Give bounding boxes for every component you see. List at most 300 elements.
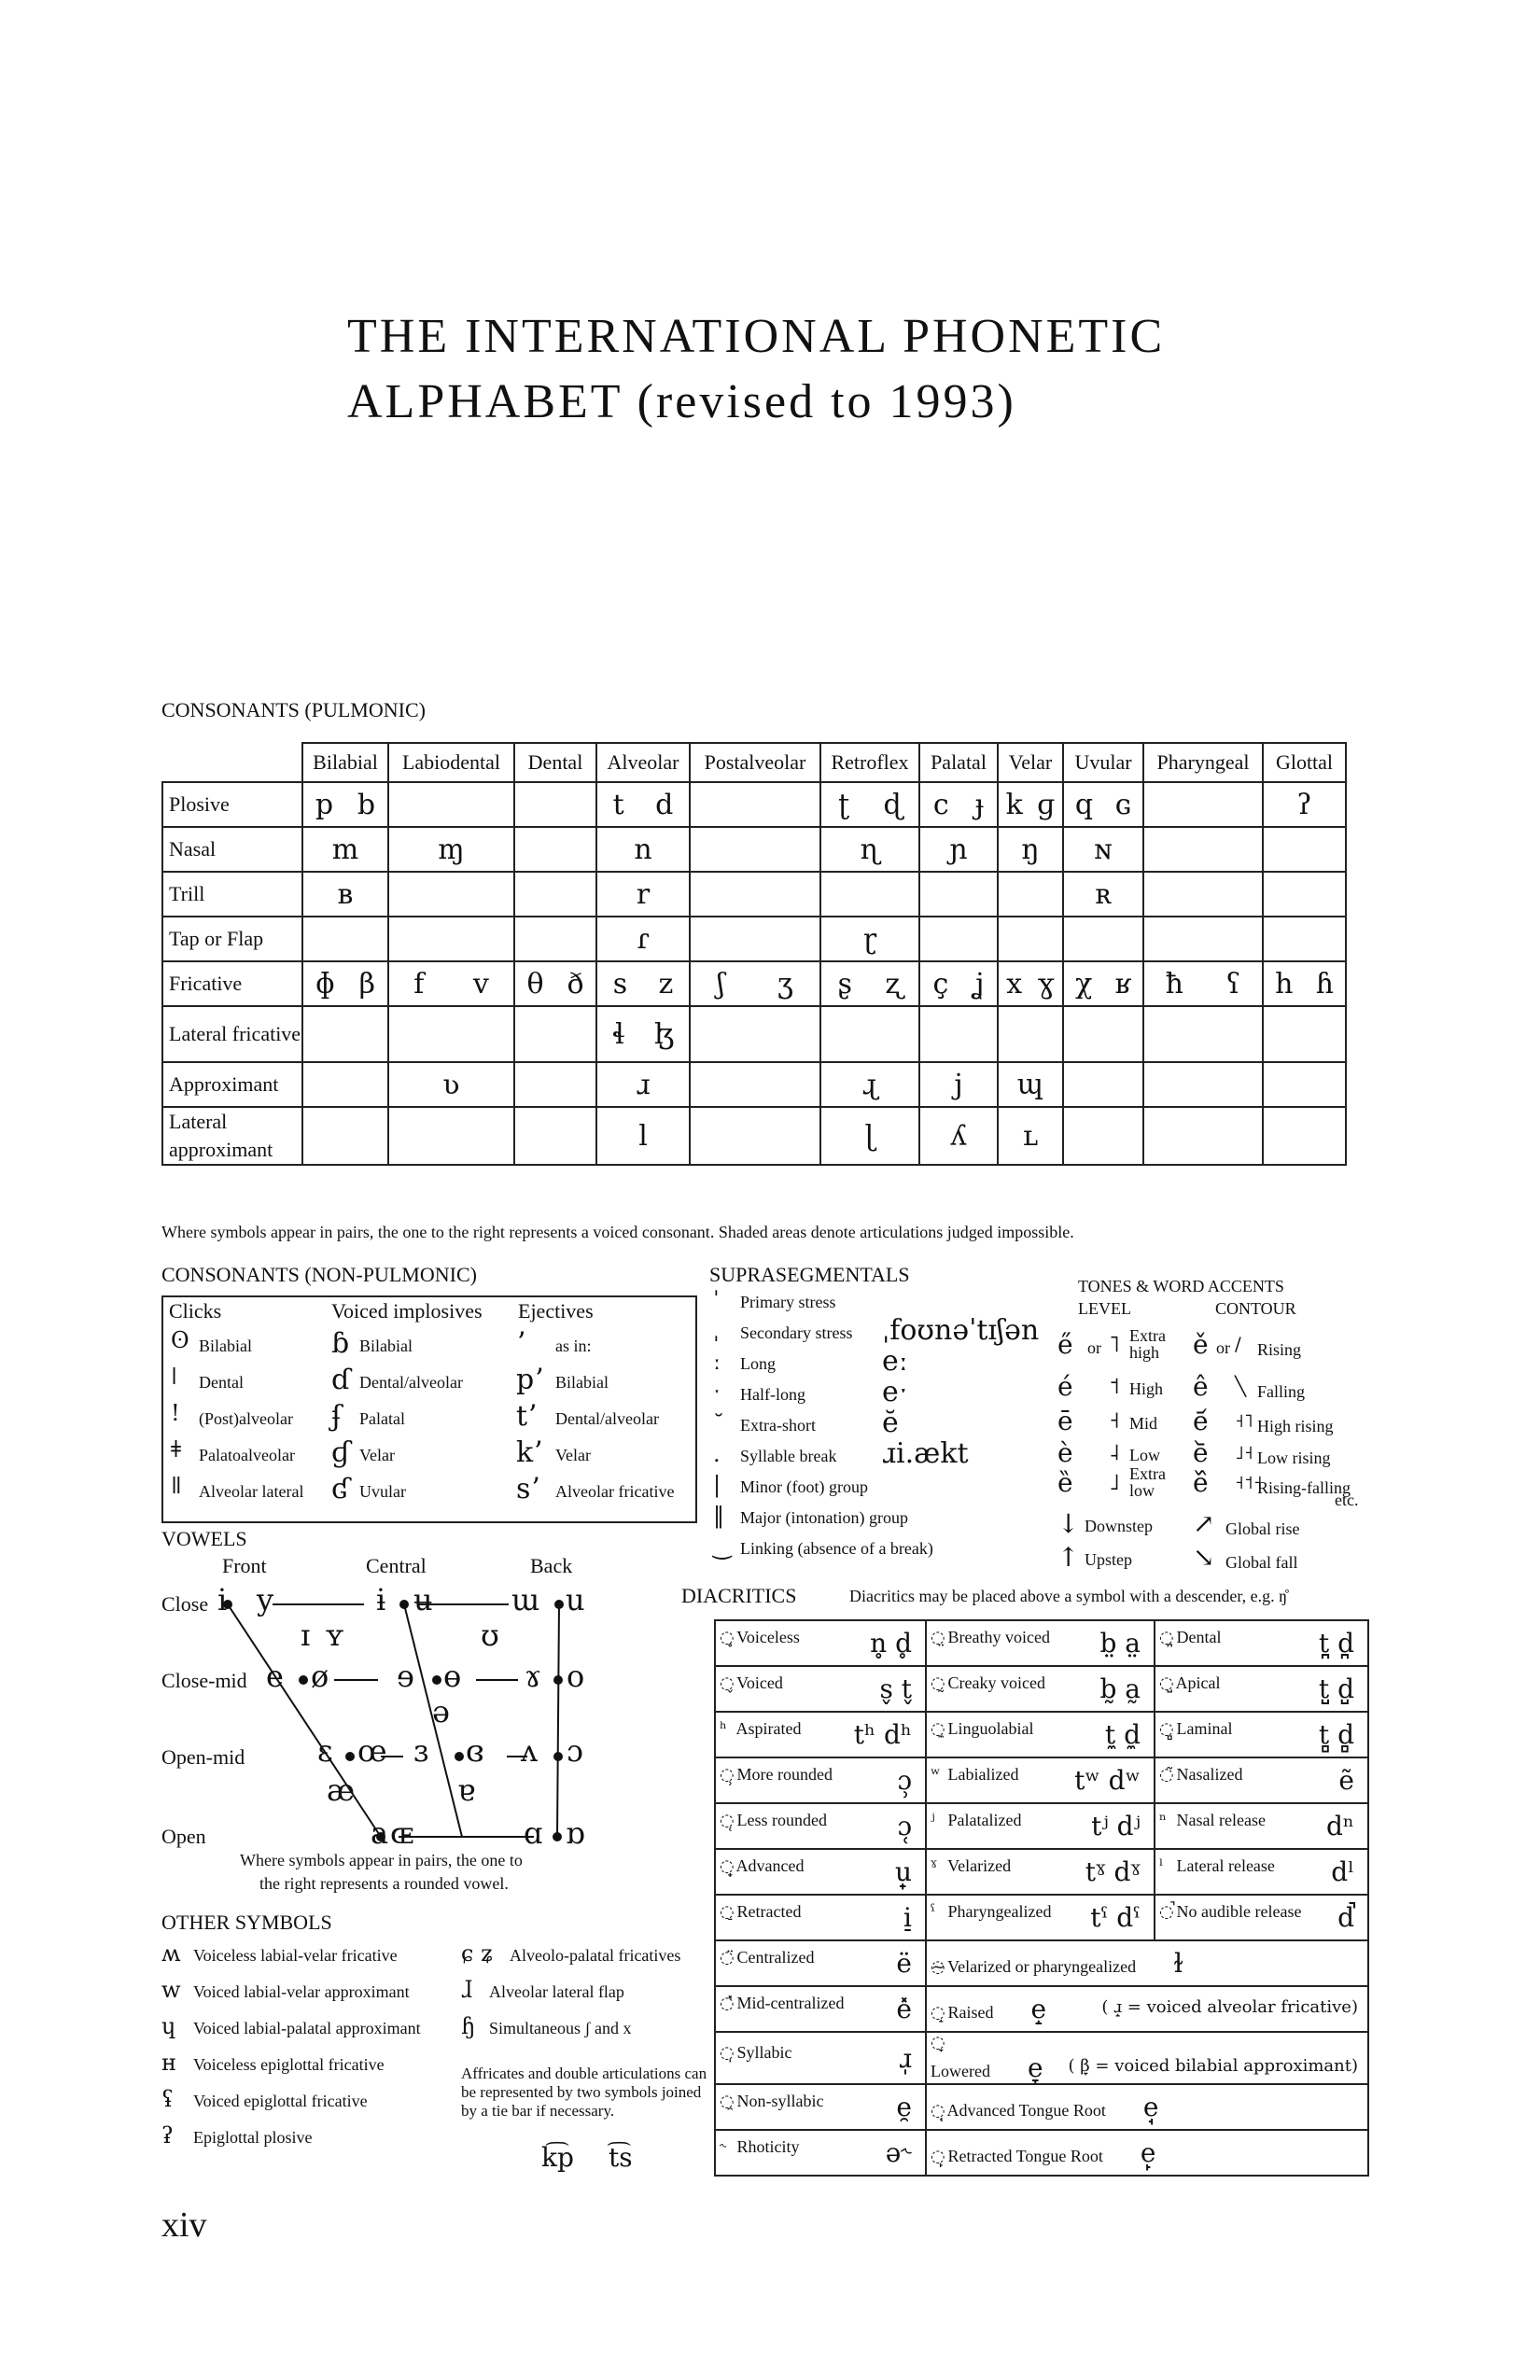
consonant-symbol: ɱ xyxy=(438,833,465,866)
supra-label: Extra-short xyxy=(740,1416,816,1435)
diacritic-cell xyxy=(926,1849,1155,1895)
diacritic-example: s̬ t̬ xyxy=(879,1673,912,1704)
consonant-symbol: ɭ xyxy=(864,1119,875,1153)
diacritic-label: Syllabic xyxy=(733,2042,792,2062)
diacritic-mark: ◌̽ xyxy=(720,1994,735,2013)
tone-letter: ˧˦˧ xyxy=(1235,1471,1263,1493)
vowel-symbol: ɶ xyxy=(390,1815,414,1851)
nonpulmonic-label: (Post)alveolar xyxy=(199,1409,293,1428)
vowel-symbol: ɒ xyxy=(566,1815,585,1851)
other-label: Alveolo-palatal fricatives xyxy=(510,1946,681,1965)
other-label: Voiced epiglottal fricative xyxy=(193,2092,368,2110)
diacritic-example: tʲ dʲ xyxy=(1091,1811,1141,1841)
diacritic-cell xyxy=(1155,1849,1368,1895)
diacritic-label: Palatalized xyxy=(944,1811,1022,1829)
tone-level-label: High xyxy=(1129,1379,1163,1398)
tone-letter: ˧˥ xyxy=(1235,1409,1253,1432)
diacritic-label: Laminal xyxy=(1172,1719,1233,1738)
diacritic-mark: ◌̙ xyxy=(931,2147,945,2166)
diacritic-mark: ◌̹ xyxy=(720,1765,735,1785)
diacritic-example: e̞ xyxy=(1027,2052,1043,2083)
diacritic-mark: ◌̜ xyxy=(720,1811,735,1830)
consonant-symbol: ʀ xyxy=(1095,877,1112,911)
supra-example: eˑ xyxy=(882,1376,908,1408)
consonant-symbol: ɰ xyxy=(1016,1068,1044,1101)
other-symbol: ʜ xyxy=(161,2050,176,2076)
consonant-symbol: χ xyxy=(1075,967,1093,1001)
consonant-symbol: ɖ xyxy=(883,788,902,821)
diacritic-cell xyxy=(926,1620,1155,1666)
diacritic-cell xyxy=(715,2130,926,2176)
consonant-symbol: d xyxy=(655,788,674,821)
supra-symbol: ˌ xyxy=(713,1318,720,1344)
nonpulmonic-label: Dental/alveolar xyxy=(359,1373,463,1392)
tone-level-symbol: ↓ xyxy=(1057,1508,1080,1539)
diacritic-example: ë xyxy=(896,1948,912,1979)
consonant-symbol: ɽ xyxy=(862,922,877,956)
vowel-symbol: o xyxy=(567,1659,585,1694)
diacritic-cell xyxy=(1155,1666,1368,1712)
tone-contour-symbol: e᷅ xyxy=(1193,1437,1209,1468)
vowel-symbol: ø xyxy=(311,1659,329,1694)
consonant-symbol: ʙ xyxy=(337,877,354,911)
vowel-symbol: œ xyxy=(357,1733,387,1769)
tie-example-ts: t͡s xyxy=(609,2142,633,2173)
col-header-dental: Dental xyxy=(514,743,596,782)
supra-label: Major (intonation) group xyxy=(740,1508,908,1527)
diacritic-label: Raised xyxy=(944,2003,994,2022)
diacritic-label: Pharyngealized xyxy=(944,1902,1052,1921)
ejectives-heading: Ejectives xyxy=(518,1299,594,1323)
diacritic-cell xyxy=(926,2084,1368,2130)
diacritic-cell xyxy=(715,1895,926,1940)
diacritic-example: e̙ xyxy=(1140,2137,1156,2168)
diacritic-mark: ◌̴ xyxy=(931,1957,945,1977)
diacritic-cell xyxy=(926,2032,1368,2084)
vowel-symbol: ɘ xyxy=(397,1659,414,1694)
diacritic-label: More rounded xyxy=(733,1765,833,1784)
diacritic-cell xyxy=(1155,1757,1368,1803)
other-label: Voiceless labial-velar fricative xyxy=(193,1946,398,1965)
vowel-symbol: ɜ xyxy=(413,1733,429,1769)
nonpulmonic-label: Uvular xyxy=(359,1482,406,1501)
diacritic-cell xyxy=(715,1712,926,1757)
diacritics-hint: Diacritics may be placed above a symbol with a descender, e.g. ŋ̊ xyxy=(849,1587,1288,1605)
diacritic-example: tʰ dʰ xyxy=(853,1719,912,1750)
consonant-symbol: z xyxy=(658,967,674,1001)
nonpulmonic-label: Bilabial xyxy=(555,1373,609,1392)
consonant-symbol: ɟ xyxy=(974,788,985,821)
nonpulmonic-heading: CONSONANTS (NON-PULMONIC) xyxy=(161,1263,477,1286)
supra-symbol: ˑ xyxy=(713,1379,721,1406)
tone-contour-symbol: ↘ xyxy=(1193,1542,1215,1573)
vowel-symbol: i xyxy=(217,1582,228,1617)
tone-level-label: Downstep xyxy=(1085,1517,1153,1535)
diacritic-label: Velarized or pharyngealized xyxy=(944,1957,1137,1976)
vowel-symbol: e xyxy=(266,1659,284,1694)
diacritic-mark: ʷ xyxy=(931,1765,941,1785)
tone-letter: ˧ xyxy=(1109,1407,1120,1434)
diacritic-mark: ◌̻ xyxy=(1159,1719,1174,1739)
nonpulmonic-symbol: sʼ xyxy=(516,1473,539,1505)
tone-level-symbol: è xyxy=(1057,1437,1073,1468)
consonant-symbol: t xyxy=(612,788,624,821)
consonant-symbol: ɳ xyxy=(860,833,880,866)
diacritic-mark: ◌̺ xyxy=(1159,1673,1174,1693)
diacritic-mark: ◌̥ xyxy=(720,1628,735,1647)
supra-symbol: . xyxy=(713,1441,721,1467)
nonpulmonic-label: as in: xyxy=(555,1337,592,1355)
tone-letter: ˦ xyxy=(1109,1373,1120,1399)
diacritic-example: b̤ a̤ xyxy=(1099,1628,1141,1659)
consonant-symbol: ʎ xyxy=(950,1119,967,1153)
nonpulmonic-label: Dental/alveolar xyxy=(555,1409,659,1428)
clicks-heading: Clicks xyxy=(169,1299,222,1323)
vowels-open-label: Open xyxy=(161,1825,206,1848)
vowel-symbol: ʉ xyxy=(413,1582,433,1617)
diacritic-label: Less rounded xyxy=(733,1811,827,1829)
nonpulmonic-label: Palatoalveolar xyxy=(199,1446,295,1464)
diacritic-mark: ◌̬ xyxy=(720,1673,735,1693)
tone-level-symbol: e̋ xyxy=(1057,1329,1073,1360)
col-header-pharyngeal: Pharyngeal xyxy=(1143,743,1263,782)
diacritic-cell xyxy=(715,1757,926,1803)
other-symbols-heading: OTHER SYMBOLS xyxy=(161,1911,332,1934)
consonant-symbol: ʕ xyxy=(1225,967,1241,1001)
consonant-symbol: n xyxy=(634,833,652,866)
nonpulmonic-label: Dental xyxy=(199,1373,244,1392)
row-label: Plosive xyxy=(162,782,302,827)
row-label: Nasal xyxy=(162,827,302,872)
vowel-symbol: ʏ xyxy=(325,1617,344,1653)
diacritic-label: Nasalized xyxy=(1172,1765,1243,1784)
diacritic-example: ɹ̩ xyxy=(898,2042,912,2074)
diacritic-mark: ◌̃ xyxy=(1159,1765,1174,1785)
row-label: Lateral approximant xyxy=(162,1107,302,1165)
vowel-symbol: y xyxy=(257,1582,274,1617)
consonant-symbol: ð xyxy=(567,967,584,1001)
diacritic-label: Rhoticity xyxy=(733,2137,800,2156)
page-title: THE INTERNATIONAL PHONETIC ALPHABET (revised to 1993) xyxy=(347,310,1166,428)
vowel-symbol: ə xyxy=(432,1694,450,1729)
nonpulmonic-symbol: ǀ xyxy=(171,1364,178,1390)
nonpulmonic-label: Alveolar fricative xyxy=(555,1482,675,1501)
vowel-symbol: a xyxy=(371,1815,389,1851)
diacritic-cell xyxy=(926,1895,1155,1940)
diacritic-note: ( β̞ = voiced bilabial approximant) xyxy=(1068,2056,1358,2076)
nonpulmonic-label: Velar xyxy=(359,1446,395,1464)
diacritic-mark: ⁿ xyxy=(1159,1811,1167,1830)
other-label: Alveolar lateral flap xyxy=(489,1982,624,2001)
other-symbol: ʡ xyxy=(161,2122,174,2149)
vowels-note-line2: the right represents a rounded vowel. xyxy=(259,1874,509,1893)
tones-heading: TONES & WORD ACCENTS xyxy=(1078,1277,1284,1295)
diacritic-label: Advanced xyxy=(733,1856,805,1875)
other-label: Voiced labial-palatal approximant xyxy=(193,2019,421,2037)
nonpulmonic-label: Palatal xyxy=(359,1409,405,1428)
diacritic-label: Voiceless xyxy=(733,1628,800,1646)
diacritic-example: ə˞ xyxy=(885,2137,912,2168)
tone-contour-label: Global rise xyxy=(1225,1519,1300,1538)
supra-label: Minor (foot) group xyxy=(740,1477,868,1496)
diacritic-label: Labialized xyxy=(944,1765,1019,1784)
diacritic-mark: ˞ xyxy=(720,2137,727,2157)
tone-letter: ˩˧ xyxy=(1235,1441,1253,1463)
tone-letter: ˨ xyxy=(1109,1439,1120,1465)
diacritic-cell xyxy=(715,1803,926,1849)
tone-level-symbol: ȅ xyxy=(1057,1467,1073,1498)
consonant-symbol: ɲ xyxy=(949,833,968,866)
nonpulmonic-symbol: ʄ xyxy=(331,1400,343,1433)
vowels-openmid-label: Open-mid xyxy=(161,1745,245,1769)
other-symbol: ɕ ʑ xyxy=(461,1940,494,1967)
diacritic-label: Aspirated xyxy=(733,1719,802,1738)
diacritics-table xyxy=(714,1619,1369,2177)
vowel-symbol: ɯ xyxy=(511,1582,540,1617)
vowel-symbol: ɔ xyxy=(567,1733,583,1769)
other-label: Voiced labial-velar approximant xyxy=(193,1982,410,2001)
diacritic-example: ẽ xyxy=(1338,1765,1354,1796)
diacritic-example: d̚ xyxy=(1337,1902,1354,1933)
supra-example: ĕ xyxy=(882,1407,899,1439)
nonpulmonic-symbol: ʘ xyxy=(171,1327,189,1353)
diacritic-label: Mid-centralized xyxy=(733,1994,845,2012)
diacritic-mark: ◌̞ xyxy=(931,2033,945,2052)
diacritic-mark: ◌̈ xyxy=(720,1948,735,1967)
diacritic-example: b̰ a̰ xyxy=(1099,1673,1141,1704)
diacritic-example: t̼ d̼ xyxy=(1104,1719,1141,1750)
diacritic-cell xyxy=(1155,1712,1368,1757)
consonant-symbol: ʋ xyxy=(442,1068,460,1101)
consonant-symbol: m xyxy=(331,833,359,866)
consonant-symbol: ç xyxy=(932,967,949,1001)
affricate-note: Affricates and double articulations can be represented by two symbols joined by a tie bar if necessary. xyxy=(461,2065,707,2120)
diacritic-example: ɔ̹ xyxy=(897,1765,912,1796)
vowel-symbol: æ xyxy=(327,1772,356,1808)
consonant-symbol: ʒ xyxy=(777,967,793,1001)
supra-symbol: ː xyxy=(713,1349,721,1375)
diacritic-cell xyxy=(715,1940,926,1986)
diacritic-mark: ◌̯ xyxy=(720,2092,735,2111)
diacritic-mark: ◌̠ xyxy=(720,1902,735,1922)
consonant-symbol: c xyxy=(932,788,949,821)
diacritic-label: Voiced xyxy=(733,1673,783,1692)
consonant-symbol: ʝ xyxy=(973,967,985,1001)
pulmonic-heading: CONSONANTS (PULMONIC) xyxy=(161,698,426,721)
supra-example: ˌfoʊnəˈtɪʃən xyxy=(882,1314,1040,1347)
tone-level-label: Upstep xyxy=(1085,1550,1132,1569)
diacritic-example: tˤ dˤ xyxy=(1090,1902,1141,1933)
consonant-symbol: p xyxy=(315,788,334,821)
other-symbol: ʢ xyxy=(161,2086,174,2112)
diacritic-mark: ◌̪ xyxy=(1159,1628,1174,1647)
col-header-retroflex: Retroflex xyxy=(820,743,919,782)
vowel-symbol: ɞ xyxy=(466,1733,484,1769)
consonant-symbol: ʁ xyxy=(1114,967,1131,1001)
supra-symbol: | xyxy=(713,1472,721,1498)
consonant-symbol: ʔ xyxy=(1296,788,1312,821)
diacritic-note: ( ɹ̝ = voiced alveolar fricative) xyxy=(1101,1997,1358,2017)
nonpulmonic-symbol: tʼ xyxy=(516,1400,537,1433)
other-label: Voiceless epiglottal fricative xyxy=(193,2055,385,2074)
diacritic-mark: ˤ xyxy=(931,1902,936,1922)
consonant-symbol: j xyxy=(954,1068,963,1101)
page-number: xiv xyxy=(161,2205,207,2245)
tone-contour-label: Rising xyxy=(1257,1340,1302,1359)
diacritic-example: e̯ xyxy=(896,2092,912,2122)
tone-level-symbol: ē xyxy=(1057,1406,1073,1436)
tones-level-heading: LEVEL xyxy=(1078,1299,1131,1318)
tone-level-symbol: é xyxy=(1057,1371,1073,1402)
consonant-symbol: r xyxy=(636,877,651,911)
consonant-symbol: ŋ xyxy=(1021,833,1040,866)
nonpulmonic-label: Alveolar lateral xyxy=(199,1482,304,1501)
diacritic-example: dˡ xyxy=(1331,1856,1354,1887)
tone-contour-label: High rising xyxy=(1257,1417,1334,1435)
other-symbol: w xyxy=(161,1977,181,2003)
diacritic-cell xyxy=(926,1803,1155,1849)
row-label: Fricative xyxy=(162,961,302,1006)
col-header-alveolar: Alveolar xyxy=(596,743,690,782)
vowels-back-label: Back xyxy=(530,1554,573,1577)
diacritic-label: Breathy voiced xyxy=(944,1628,1050,1646)
consonant-symbol: q xyxy=(1074,788,1094,821)
diacritic-cell xyxy=(926,2130,1368,2176)
other-label: Simultaneous ʃ and x xyxy=(489,2019,632,2037)
col-header-velar: Velar xyxy=(998,743,1063,782)
diacritic-example: ɫ xyxy=(1173,1948,1183,1979)
nonpulmonic-symbol: ! xyxy=(171,1400,180,1426)
col-header-bilabial: Bilabial xyxy=(302,743,388,782)
nonpulmonic-symbol: ɗ xyxy=(331,1364,351,1396)
supra-example: eː xyxy=(882,1345,908,1378)
consonant-symbol: ʟ xyxy=(1022,1119,1039,1153)
diacritic-example: tʷ dʷ xyxy=(1074,1765,1141,1796)
diacritic-cell xyxy=(1155,1895,1368,1940)
vowels-close-label: Close xyxy=(161,1592,209,1616)
consonant-symbol: β xyxy=(358,967,376,1001)
vowel-symbol: ɨ xyxy=(376,1582,386,1617)
consonant-symbol: ɻ xyxy=(861,1068,878,1101)
vowels-central-label: Central xyxy=(366,1554,427,1577)
diacritic-cell xyxy=(715,1986,926,2032)
diacritic-mark: ◌̤ xyxy=(931,1628,945,1647)
pulmonic-footnote: Where symbols appear in pairs, the one to the right represents a voiced consonant. Shaded areas denote articulations judged impossible. xyxy=(161,1223,1074,1241)
diacritic-mark: ◌̩ xyxy=(720,2042,735,2063)
tone-contour-symbol: ê xyxy=(1193,1371,1209,1402)
nonpulmonic-symbol: ɓ xyxy=(331,1327,350,1360)
diacritic-label: No audible release xyxy=(1172,1902,1302,1921)
tone-contour-symbol: ↗ xyxy=(1193,1508,1215,1539)
consonant-symbol: x xyxy=(1006,967,1023,1001)
consonant-symbol: f xyxy=(413,967,425,1001)
diacritic-cell xyxy=(715,2084,926,2130)
nonpulmonic-symbol: ʛ xyxy=(331,1473,350,1505)
diacritic-label: Retracted Tongue Root xyxy=(944,2147,1103,2165)
nonpulmonic-label: Bilabial xyxy=(359,1337,413,1355)
other-symbol: ɥ xyxy=(161,2013,176,2039)
consonant-symbol: θ xyxy=(526,967,544,1001)
diacritic-label: Apical xyxy=(1172,1673,1221,1692)
diacritic-cell xyxy=(715,1666,926,1712)
vowel-symbol: ɪ xyxy=(301,1617,311,1653)
diacritic-cell xyxy=(1155,1803,1368,1849)
diacritic-label: Velarized xyxy=(944,1856,1012,1875)
consonant-symbol: ɸ xyxy=(315,967,335,1001)
diacritic-mark: ˠ xyxy=(931,1856,937,1876)
supra-label: Syllable break xyxy=(740,1447,837,1465)
consonant-symbol: ɣ xyxy=(1037,967,1055,1001)
vowel-symbol: ɐ xyxy=(457,1772,476,1808)
tone-letter: ˩ xyxy=(1109,1469,1120,1495)
tone-contour-label: Falling xyxy=(1257,1382,1306,1401)
diacritic-cell xyxy=(715,1620,926,1666)
supra-symbol: ˘ xyxy=(713,1410,724,1436)
consonant-symbol: ɢ xyxy=(1114,788,1132,821)
diacritic-label: Lowered xyxy=(931,2062,990,2080)
diacritic-example: e̘ xyxy=(1142,2092,1159,2122)
vowels-note-line1: Where symbols appear in pairs, the one to xyxy=(240,1851,523,1869)
tone-contour-label: Global fall xyxy=(1225,1553,1298,1572)
consonant-symbol: b xyxy=(357,788,376,821)
diacritic-example: e̝ xyxy=(1030,1994,1047,2024)
tie-example-kp: k͡p xyxy=(541,2142,574,2173)
consonant-symbol: ɬ xyxy=(611,1017,625,1051)
consonant-symbol: ɹ xyxy=(636,1068,651,1101)
diacritic-label: Retracted xyxy=(733,1902,802,1921)
consonant-symbol: ɦ xyxy=(1315,967,1334,1001)
diacritic-label: Linguolabial xyxy=(944,1719,1034,1738)
tone-level-label: Extra high xyxy=(1129,1326,1166,1362)
supra-label: Linking (absence of a break) xyxy=(740,1539,933,1558)
consonant-symbol: ɾ xyxy=(637,922,650,956)
vowels-front-label: Front xyxy=(222,1554,267,1577)
other-label: Epiglottal plosive xyxy=(193,2128,313,2147)
consonant-symbol: ʐ xyxy=(885,967,903,1001)
consonant-symbol: k xyxy=(1005,788,1023,821)
diacritic-mark: ◌̘ xyxy=(931,2101,945,2121)
diacritic-cell xyxy=(926,1666,1155,1712)
row-label: Trill xyxy=(162,872,302,917)
vowel-symbol: ɛ xyxy=(317,1733,333,1769)
diacritic-example: e̽ xyxy=(896,1994,912,2024)
diacritic-example: i̠ xyxy=(903,1902,912,1933)
diacritic-mark: ʰ xyxy=(720,1719,727,1739)
col-header-palatal: Palatal xyxy=(919,743,998,782)
supra-symbol: ˈ xyxy=(713,1287,720,1313)
supra-label: Half-long xyxy=(740,1385,805,1404)
diacritic-label: Centralized xyxy=(733,1948,815,1967)
diacritic-mark: ʲ xyxy=(931,1811,935,1830)
diacritic-label: Advanced Tongue Root xyxy=(944,2101,1106,2120)
diacritic-cell xyxy=(926,1940,1368,1986)
diacritic-example: t̪ d̪ xyxy=(1318,1628,1354,1659)
tone-letter: ╲ xyxy=(1235,1375,1247,1397)
tone-level-label: Low xyxy=(1129,1446,1160,1464)
diacritic-cell xyxy=(715,2032,926,2084)
nonpulmonic-label: Velar xyxy=(555,1446,591,1464)
supra-symbol: ‖ xyxy=(713,1503,724,1529)
supra-example: ɹi.ækt xyxy=(882,1437,969,1470)
vowel-symbol: u xyxy=(566,1582,585,1617)
other-symbol: ɺ xyxy=(461,1977,473,2003)
vowels-heading: VOWELS xyxy=(161,1527,247,1550)
tone-level-symbol: ↑ xyxy=(1057,1542,1080,1573)
diacritic-mark: ◌̝ xyxy=(931,2003,945,2023)
row-label: Approximant xyxy=(162,1062,302,1107)
consonant-symbol: ɴ xyxy=(1094,833,1113,866)
vowel-symbol: ɵ xyxy=(443,1659,462,1694)
